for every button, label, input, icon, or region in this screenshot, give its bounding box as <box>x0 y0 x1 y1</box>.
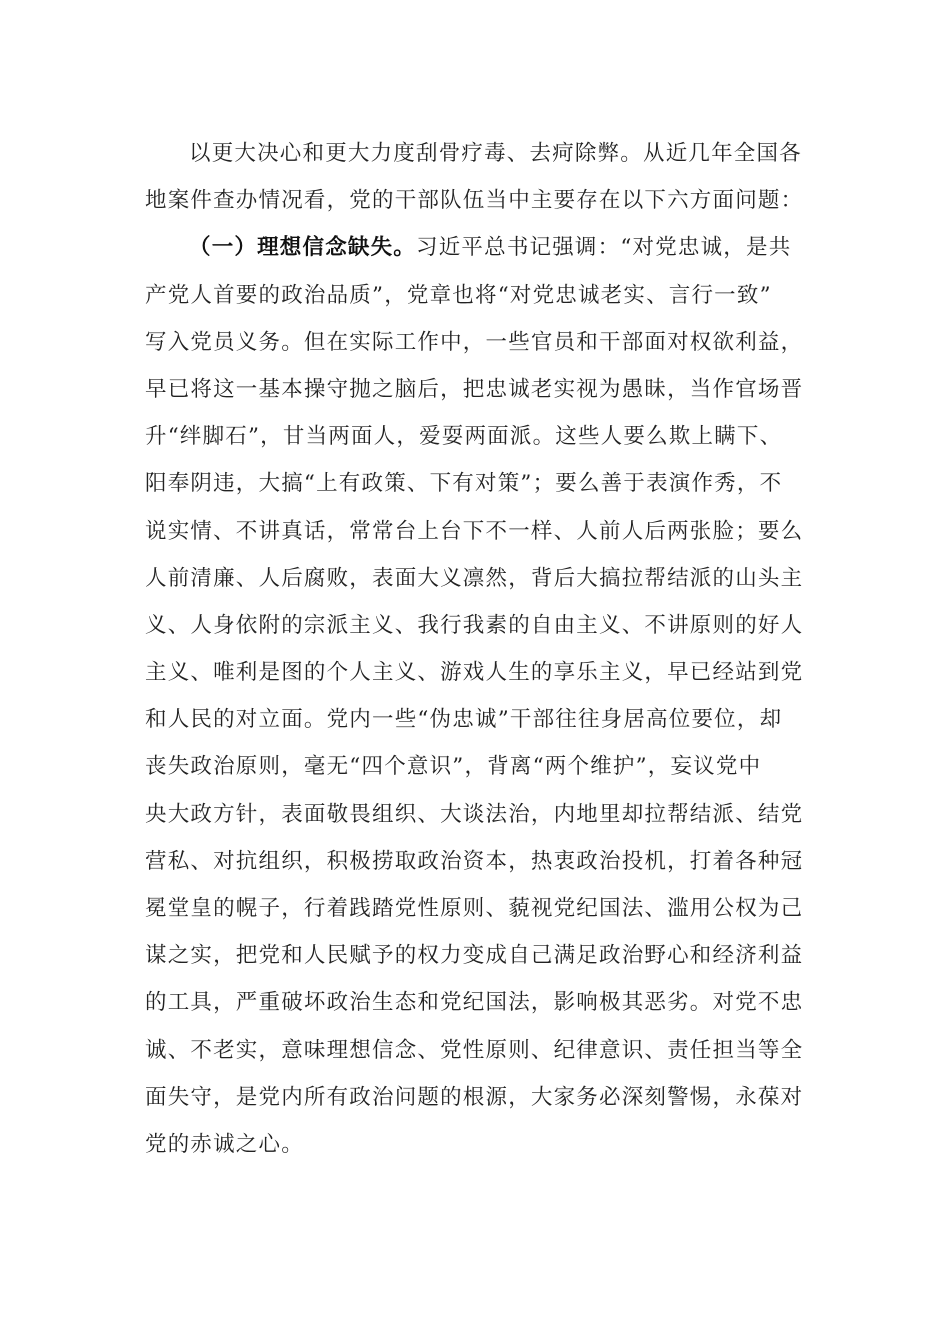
paragraph-line: 央大政方针，表面敬畏组织、大谈法治，内地里却拉帮结派、结党 <box>145 801 804 827</box>
paragraph-line: 写入党员义务。但在实际工作中，一些官员和干部面对权欲利益， <box>145 329 804 355</box>
paragraph-line: 以更大决心和更大力度刮骨疗毒、去疴除弊。从近几年全国各 <box>189 141 802 166</box>
paragraph-line: 义、人身依附的宗派主义、我行我素的自由主义、不讲原则的好人 <box>145 612 804 638</box>
paragraph-line: 冕堂皇的幌子，行着践踏党性原则、藐视党纪国法、滥用公权为己 <box>145 896 804 921</box>
body-text <box>145 130 805 1168</box>
paragraph-line: 和人民的对立面。党内一些“伪忠诚”干部往往身居高位要位，却 <box>145 707 783 733</box>
paragraph-line: 主义、唯利是图的个人主义、游戏人生的享乐主义，早已经站到党 <box>145 660 804 686</box>
paragraph-line: 营私、对抗组织，积极捞取政治资本，热衷政治投机，打着各种冠 <box>145 848 804 874</box>
paragraph-line: 丧失政治原则，毫无“四个意识”，背离“两个维护”，妄议党中 <box>145 754 762 780</box>
section-heading: （一）理想信念缺失。 <box>189 235 417 261</box>
paragraph-line: 的工具，严重破坏政治生态和党纪国法，影响极其恶劣。对党不忠 <box>145 990 804 1016</box>
paragraph-line: 说实情、不讲真话，常常台上台下不一样、人前人后两张脸；要么 <box>145 518 804 544</box>
paragraph-line: 党的赤诚之心。 <box>145 1131 304 1157</box>
paragraph-text: 习近平总书记强调：“对党忠诚，是共 <box>416 235 792 261</box>
paragraph-line: 阳奉阴违，大搞“上有政策、下有对策”；要么善于表演作秀，不 <box>145 471 783 497</box>
paragraph-line: 地案件查办情况看，党的干部队伍当中主要存在以下六方面问题： <box>145 188 804 214</box>
section-heading-line <box>145 224 805 271</box>
paragraph-line: 诚、不老实，意味理想信念、党性原则、纪律意识、责任担当等全 <box>145 1037 804 1063</box>
paragraph-line: 人前清廉、人后腐败，表面大义凛然，背后大搞拉帮结派的山头主 <box>145 565 804 591</box>
paragraph-line: 升“绊脚石”，甘当两面人，爱耍两面派。这些人要么欺上瞒下、 <box>145 424 783 450</box>
paragraph-line: 面失守，是党内所有政治问题的根源，大家务必深刻警惕，永葆对 <box>145 1084 804 1110</box>
paragraph-line: 早已将这一基本操守抛之脑后，把忠诚老实视为愚昧，当作官场晋 <box>145 376 804 402</box>
paragraph-line: 产党人首要的政治品质”，党章也将“对党忠诚老实、言行一致” <box>145 282 772 308</box>
paragraph-line: 谋之实，把党和人民赋予的权力变成自己满足政治野心和经济利益 <box>145 943 804 969</box>
